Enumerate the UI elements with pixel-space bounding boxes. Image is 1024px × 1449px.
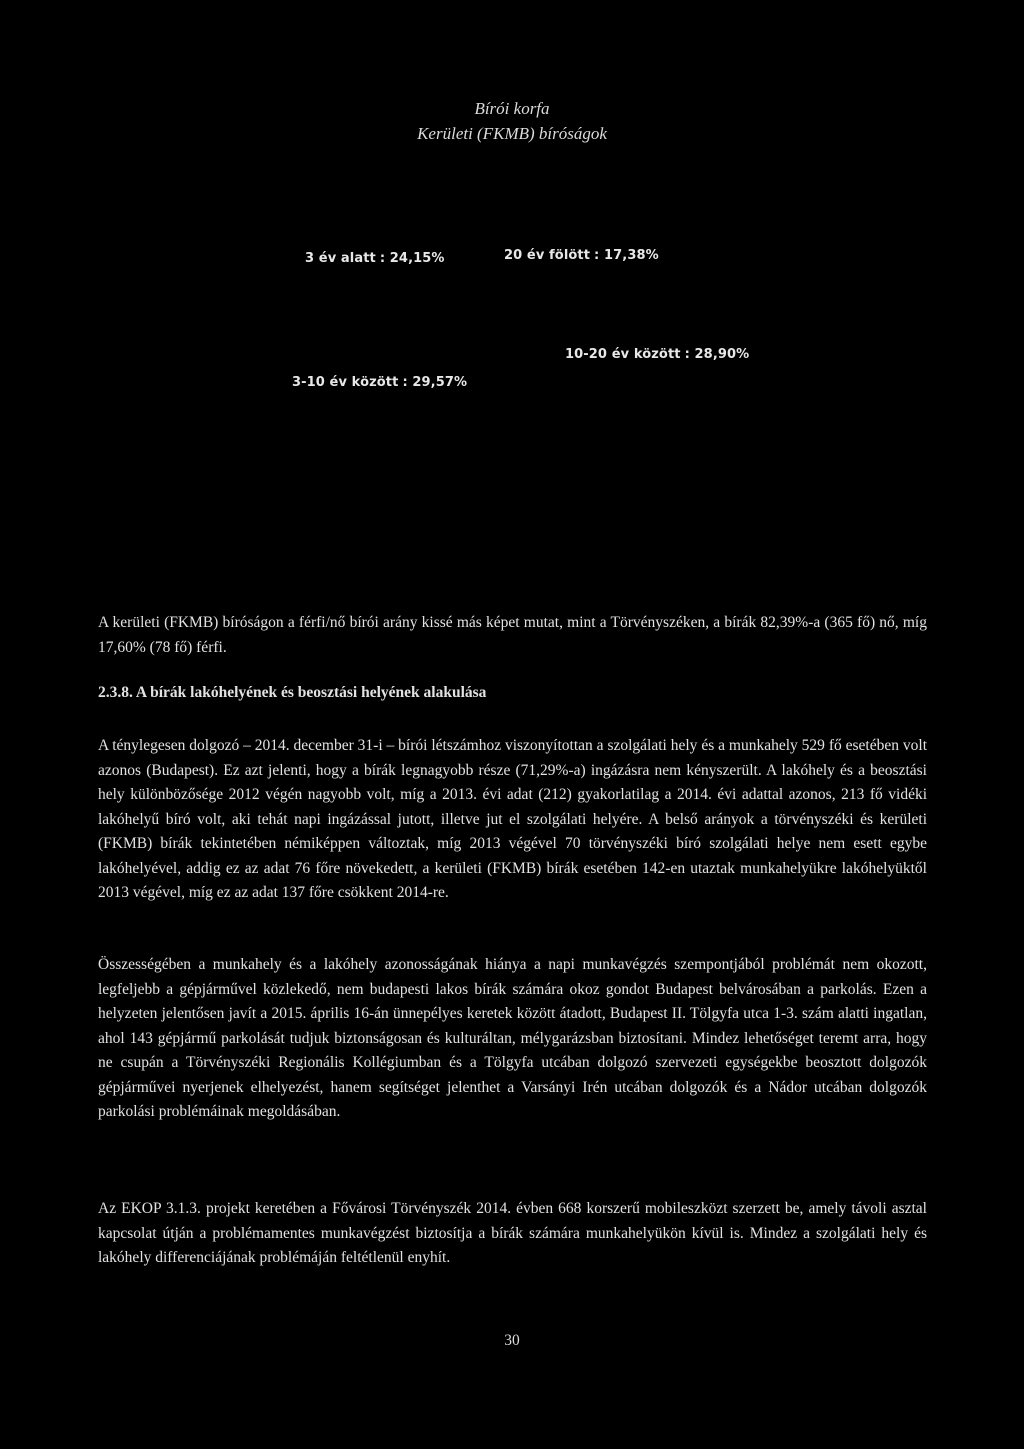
paragraph-text: A ténylegesen dolgozó – 2014. december 31-i – bírói létszámhoz viszonyítottan a szolgálati hely és a munkahely 529 fő esetében volt azonos (Budapest). Ez azt jelenti, hogy a bírák legnagyobb része (71,29%-a) ingázásra nem kényszerült. A lakóhely és a beosztási hely különbözősége 2012 végén nagyobb volt, míg a 2013. évi adat (212) gyakorlatilag a 2014. évi adattal azonos, 213 fő vidéki lakóhelyű bíró volt, aki tehát napi ingázással jutott, illetve jut el szolgálati helyére. A belső arányok a törvényszéki és kerületi (FKMB) bírák tekintetében némiképpen változtak, míg 2013 végével 70 törvényszéki bíró szolgálati helye nem esett egybe lakóhelyével, addig ez az adat 76 főre növekedett, a kerületi (FKMB) bírák esetében 142-en utaztak munkahelyükre lakóhelyüktől 2013 végével, míg ez az adat 137 főre csökkent 2014-re. [98, 737, 927, 901]
paragraph-text: Összességében a munkahely és a lakóhely azonosságának hiánya a napi munkavégzés szempontjából problémát nem okozott, legfeljebb a gépjárművel közlekedő, nem budapesti lakos bírák számára okoz gondot Budapest belvárosában a parkolás. Ezen a helyzeten jelentősen javít a 2015. április 16-án ünnepélyes keretek között átadott, Budapest II. Tölgyfa utca 1-3. szám alatti ingatlan, ahol 143 gépjármű parkolását tudjuk biztonságosan és kulturáltan, mélygarázsban biztosítani. Mindez lehetőséget teremt arra, hogy ne csupán a Törvényszéki Regionális Kollégiumban és a Tölgyfa utcában dolgozó szervezeti egységekbe beosztott dolgozók gépjárművei nyerjenek elhelyezést, hanem segítséget jelenthet a Varsányi Irén utcában dolgozók és a Nádor utcában dolgozók parkolási problémáinak megoldásában. [98, 956, 927, 1120]
paragraph-text: Az EKOP 3.1.3. projekt keretében a Fővárosi Törvényszék 2014. évben 668 korszerű mobileszközt szerzett be, amely távoli asztal kapcsolat útján a problémamentes munkavégzést biztosítja a bírák számára munkahelyükön kívül is. Mindez a szolgálati hely és lakóhely differenciájának problémáján feltétlenül enyhít. [98, 1200, 927, 1266]
slice-colon: : [684, 347, 690, 362]
slice-colon: : [402, 375, 408, 390]
slice-category: 3-10 év között [292, 375, 399, 390]
slice-colon: : [379, 251, 386, 266]
chart-title: Bírói korfa [474, 99, 550, 118]
page-number: 30 [504, 1332, 520, 1349]
slice-category: 3 év alatt [305, 251, 376, 266]
body-paragraph [98, 734, 927, 906]
slice-category: 10-20 év között [565, 347, 681, 362]
chart-subtitle: Kerületi (FKMB) bíróságok [417, 124, 607, 143]
section-heading: 2.3.8. A bírák lakóhelyének és beosztási helyének alakulása [98, 684, 487, 701]
slice-value: 24,15% [389, 251, 445, 266]
pie-slice-label [292, 375, 467, 390]
pie-slice-label [504, 248, 659, 263]
body-paragraph [98, 953, 927, 1125]
slice-value: 29,57% [412, 375, 468, 390]
intro-paragraph [98, 611, 927, 660]
slice-category: 20 év fölött [504, 248, 591, 263]
pie-slice-label [565, 347, 749, 362]
slice-value: 28,90% [694, 347, 750, 362]
slice-value: 17,38% [604, 248, 659, 263]
paragraph-text: A kerületi (FKMB) bíróságon a férfi/nő bírói arány kissé más képet mutat, mint a Törvényszéken, a bírák 82,39%-a (365 fő) nő, míg 17,60% (78 fő) férfi. [98, 614, 927, 656]
pie-slice-label [305, 251, 445, 266]
body-paragraph [98, 1197, 927, 1271]
slice-colon: : [594, 248, 600, 263]
